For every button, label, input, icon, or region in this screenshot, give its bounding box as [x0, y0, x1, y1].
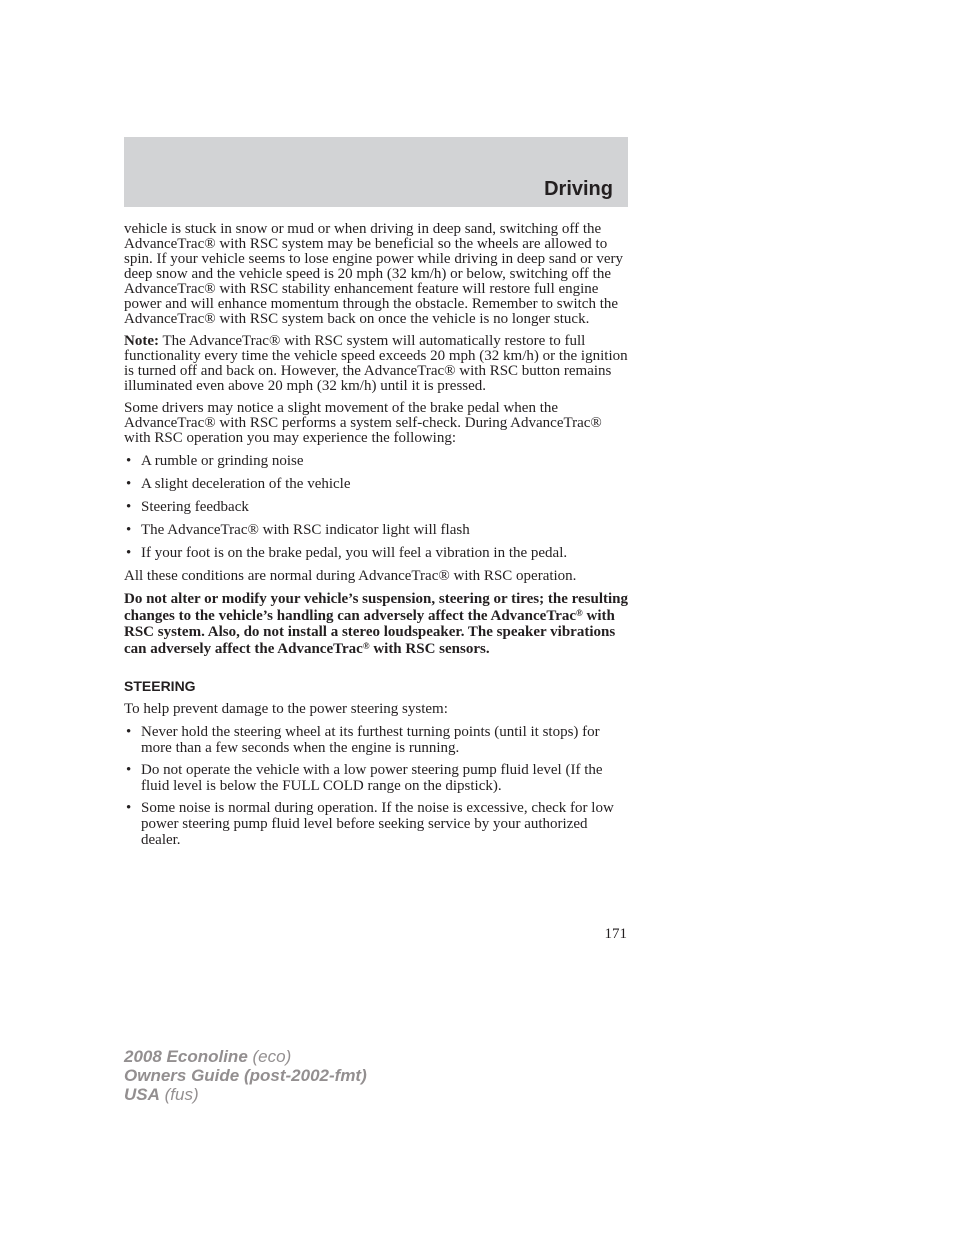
footer-line-model: 2008 Econoline (eco) — [124, 1047, 292, 1066]
paragraph-normal-conditions: All these conditions are normal during AdvanceTrac® with RSC operation. — [124, 568, 577, 584]
bullet-glyph: • — [126, 476, 132, 492]
list-item: • A slight deceleration of the vehicle — [126, 476, 351, 492]
list-item: • Some noise is normal during operation. If the noise is excessive, check for low power steering pump fluid level before seeking service by your authorized dealer. — [126, 800, 614, 848]
paragraph-advancetrac-stuck: vehicle is stuck in snow or mud or when driving in deep sand, switching off the AdvanceTrac® with RSC system may be beneficial so the wheels are allowed to spin. If your vehicle seems to lose engine power while driving in deep sand or very deep snow and the vehicle speed is 20 mph (32 km/h) or below, switching off the AdvanceTrac® with RSC stability enhancement feature will restore full engine power and will enhance momentum through the obstacle. Remember to switch the AdvanceTrac® with RSC system back on once the vehicle is no longer stuck. — [124, 221, 624, 327]
list-item: • The AdvanceTrac® with RSC indicator light will flash — [126, 522, 470, 538]
paragraph-self-check: Some drivers may notice a slight movement of the brake pedal when the AdvanceTrac® with RSC performs a system self-check. During AdvanceTrac® with RSC operation you may experience the following: — [124, 400, 602, 446]
steering-heading: STEERING — [124, 678, 196, 694]
bullet-glyph: • — [126, 762, 132, 778]
list-item: • A rumble or grinding noise — [126, 453, 304, 469]
section-title: Driving — [544, 178, 613, 200]
experience-list — [124, 453, 630, 562]
document-footer — [124, 1047, 367, 1104]
bullet-glyph: • — [126, 453, 132, 469]
bullet-glyph: • — [126, 499, 132, 515]
note-label: Note: — [124, 333, 159, 349]
page-body — [124, 222, 630, 855]
bullet-glyph: • — [126, 545, 132, 561]
note-paragraph — [124, 334, 630, 394]
steering-intro: To help prevent damage to the power steering system: — [124, 701, 448, 717]
page-number: 171 — [604, 926, 627, 942]
bullet-glyph: • — [126, 724, 132, 740]
section-header-band — [124, 137, 628, 207]
note-text: The AdvanceTrac® with RSC system will automatically restore to full functionality every time the vehicle speed exceeds 20 mph (32 km/h) or the ignition is turned off and back on. However, the AdvanceTrac® with RSC button remains illuminated even above 20 mph (32 km/h) until it is pressed. — [124, 333, 628, 394]
steering-list — [124, 724, 630, 848]
footer-line-guide: Owners Guide (post-2002-fmt) — [124, 1066, 367, 1085]
list-item: • Do not operate the vehicle with a low power steering pump fluid level (If the fluid level is below the FULL COLD range on the dipstick). — [126, 762, 603, 794]
bullet-glyph: • — [126, 800, 132, 816]
list-item: • Never hold the steering wheel at its furthest turning points (until it stops) for more than a few seconds when the engine is running. — [126, 724, 600, 756]
list-item: • If your foot is on the brake pedal, you will feel a vibration in the pedal. — [126, 545, 568, 561]
bullet-glyph: • — [126, 522, 132, 538]
footer-line-market: USA (fus) — [124, 1085, 199, 1104]
list-item: • Steering feedback — [126, 499, 249, 515]
warning-paragraph: Do not alter or modify your vehicle’s suspension, steering or tires; the resulting changes to the vehicle’s handling can adversely affect the AdvanceTrac® with RSC system. Also, do not install a stereo loudspeaker. The speaker vibrations can adversely affect the AdvanceTrac® with RSC sensors. — [124, 591, 629, 657]
